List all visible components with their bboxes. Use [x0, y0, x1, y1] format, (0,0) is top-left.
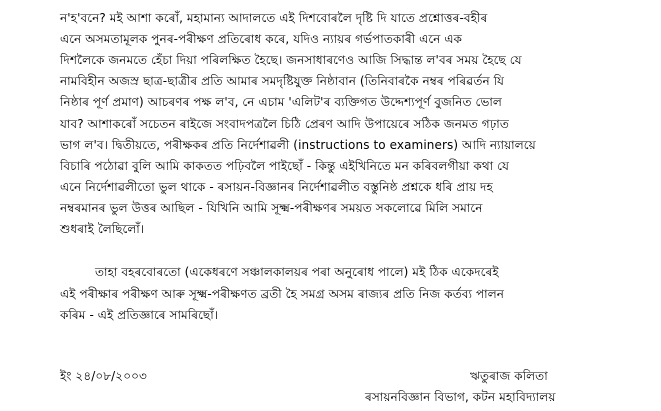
text-line: কৰিম - এই প্ৰতিজ্ঞাৰে সামৰিছোঁ। — [60, 308, 219, 322]
text-line: ন'হ'বনে? মই আশা কৰোঁ, মহামান্য আদালতে এই দিশবোৰলৈ দৃষ্টি দি যাতে প্ৰশ্নোত্তৰ-বহীৰ — [60, 11, 488, 25]
text-line: বিচাৰি পঠোৱা বুলি আমি কাকতত পঢ়িবলৈ পাইছোঁ - কিন্তু এইখিনিতে মন কৰিবলগীয়া কথা যে — [60, 159, 509, 173]
signature-name: ঋতুৰাজ কলিতা — [470, 369, 548, 383]
text-line: এনে অসমতামূলক পুনৰ-পৰীক্ষণ প্ৰতিৰোধ কৰে, যদিও ন্যায়ৰ গৰ্ভপাতকাৰী এনে এক — [60, 32, 463, 46]
letter-date: ইং ২৪/০৮/২০০৩ — [60, 369, 147, 383]
text-line: নিষ্ঠাৰ পূৰ্ণ প্ৰমাণ) আচৰণৰ পক্ষ ল'ব, নে এচাম 'এলিট'ৰ ব্যক্তিগত উদ্দেশ্যপূৰ্ণ বুজনিত ভোল — [60, 95, 502, 109]
text-line: নম্বৰমানৰ ভুল উত্তৰ আছিল - যিখিনি আমি সূক্ষ্ম-পৰীক্ষণৰ সময়ত সকলোৱে মিলি সমানে — [60, 201, 483, 215]
text-line: যাব? আশাকৰোঁ সচেতন ৰাইজে সংবাদপত্ৰলৈ চিঠি প্ৰেৰণ আদি উপায়েৰে সঠিক জনমত গঢ়াত — [60, 117, 509, 131]
text-line: দিশলৈকে জনমতে হেঁচা দিয়া পৰিলক্ষিত হৈছে। জনসাধাৰণেও আজি সিদ্ধান্ত ল'বৰ সময় হৈছে যে — [60, 53, 522, 67]
text-line: ভাগ ল'ব। দ্বিতীয়তে, পৰীক্ষকৰ প্ৰতি নিৰ্দেশাৱলী (instructions to examiners) আদি ন্যায়ালয়ে — [60, 138, 536, 152]
text-line: এনে নিৰ্দেশাৱলীতো ভুল থাকে - ৰসায়ন-বিজ্ঞানৰ নিৰ্দেশাৱলীত বস্তুনিষ্ঠ প্ৰশ্নকে ধৰি প্ৰায় দহ — [60, 180, 493, 194]
text-line: এই পৰীক্ষাৰ পৰীক্ষণ আৰু সূক্ষ্ম-পৰীক্ষণত ব্ৰতী হৈ সমগ্ৰ অসম ৰাজ্যৰ প্ৰতি নিজ কৰ্তব্য পালন — [60, 287, 505, 301]
text-line: নামবিহীন অজস্ৰ ছাত্ৰ-ছাত্ৰীৰ প্ৰতি আমাৰ সমদৃষ্টিযুক্ত নিষ্ঠাবান (তিনিবাৰকৈ নম্বৰ পৰিৱৰ্তন যি — [60, 74, 505, 88]
text-line: শুধৰাই লৈছিলোঁ। — [60, 222, 145, 236]
signature-department: ৰসায়নবিজ্ঞান বিভাগ, কটন মহাবিদ্যালয় — [365, 390, 556, 404]
text-line: তাহা বহৰবোৰতো (একেধৰণে সঞ্চালকালয়ৰ পৰা অনুৰোধ পালে) মই ঠিক একেদৰেই — [95, 265, 499, 279]
